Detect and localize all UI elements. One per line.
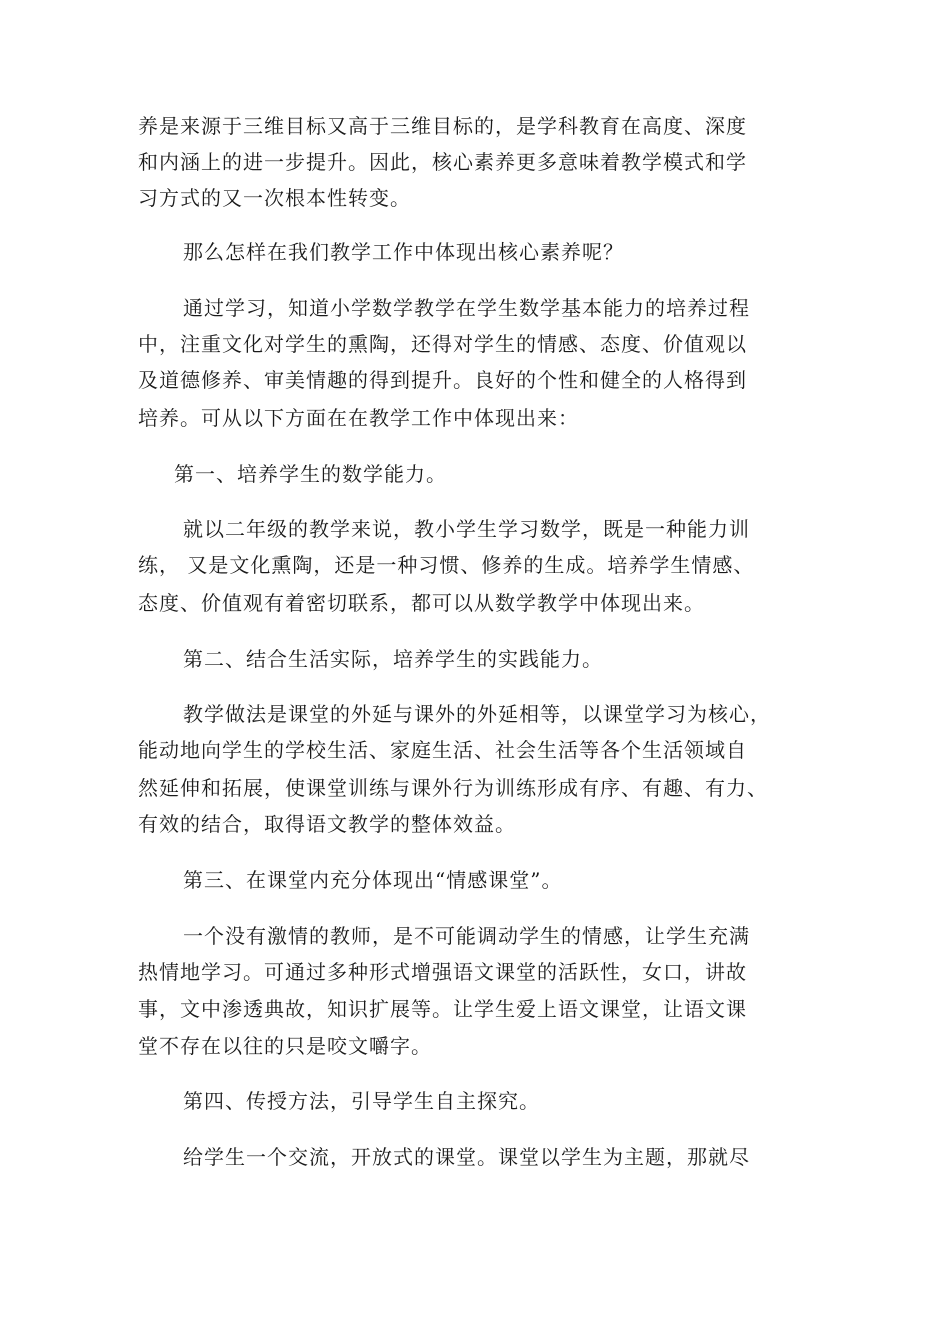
text-line: 态度、价值观有着密切联系，都可以从数学教学中体现出来。 — [138, 591, 705, 615]
text-line: 习方式的又一次根本性转变。 — [138, 186, 411, 210]
text-line: 堂不存在以往的只是咬文嚼字。 — [138, 1034, 432, 1058]
text-line: 教学做法是课堂的外延与课外的外延相等，以课堂学习为核心， — [183, 702, 771, 726]
section-heading: 第一、培养学生的数学能力。 — [174, 462, 447, 486]
text-line: 练， 又是文化熏陶，还是一种习惯、修养的生成。培养学生情感、 — [138, 553, 755, 577]
text-line: 就以二年级的教学来说，教小学生学习数学，既是一种能力训 — [183, 517, 750, 541]
text-line: 热情地学习。可通过多种形式增强语文课堂的活跃性，女口，讲故 — [138, 960, 747, 984]
text-line: 能动地向学生的学校生活、家庭生活、社会生活等各个生活领域自 — [138, 738, 747, 762]
text-line: 事，文中渗透典故，知识扩展等。让学生爱上语文课堂，让语文课 — [138, 997, 747, 1021]
text-line: 及道德修养、审美情趣的得到提升。良好的个性和健全的人格得到 — [138, 368, 747, 392]
text-line: 一个没有激情的教师，是不可能调动学生的情感，让学生充满 — [183, 924, 750, 948]
text-line: 培养。可从以下方面在在教学工作中体现出来： — [138, 406, 579, 430]
section-heading: 第四、传授方法，引导学生自主探究。 — [183, 1089, 540, 1113]
text-line: 通过学习，知道小学数学教学在学生数学基本能力的培养过程 — [183, 296, 750, 320]
text-line: 养是来源于三维目标又高于三维目标的，是学科教育在高度、深度 — [138, 114, 747, 138]
section-heading: 第三、在课堂内充分体现出“情感课堂”。 — [183, 868, 563, 892]
text-line: 那么怎样在我们教学工作中体现出核心素养呢？ — [183, 240, 624, 264]
section-heading: 第二、结合生活实际，培养学生的实践能力。 — [183, 647, 603, 671]
text-line: 和内涵上的进一步提升。因此，核心素养更多意味着教学模式和学 — [138, 150, 747, 174]
text-line: 给学生一个交流，开放式的课堂。课堂以学生为主题，那就尽 — [183, 1145, 750, 1169]
text-line: 有效的结合，取得语文教学的整体效益。 — [138, 812, 516, 836]
text-line: 中，注重文化对学生的熏陶，还得对学生的情感、态度、价值观以 — [138, 332, 747, 356]
text-line: 然延伸和拓展，使课堂训练与课外行为训练形成有序、有趣、有力、 — [138, 776, 768, 800]
